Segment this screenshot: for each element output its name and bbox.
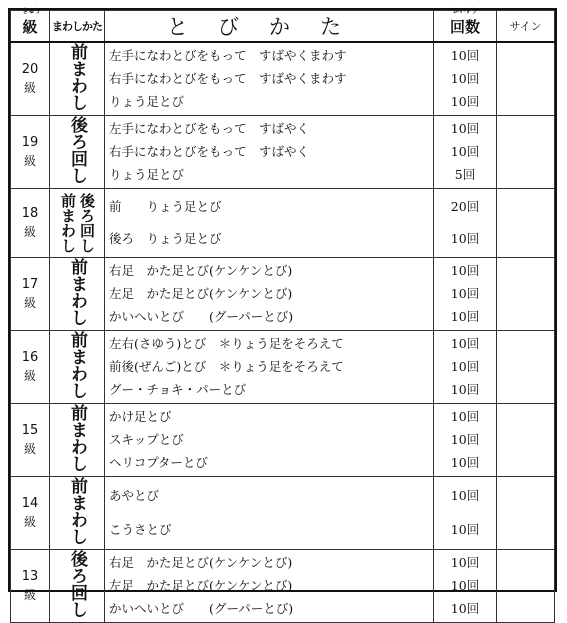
jump-move: 左足 かた足とび(ケンケンとび) [109, 285, 293, 301]
grade-number: 15 [21, 423, 39, 438]
grade-number: 17 [21, 277, 39, 292]
jump-moves-cell [105, 42, 434, 116]
jump-move: りょう足とび [109, 93, 185, 109]
grade-number: 16 [21, 350, 39, 365]
repetition-count: 10回 [450, 488, 480, 503]
signature-box[interactable] [497, 331, 555, 404]
jump-move: ヘリコプターとび [109, 454, 208, 470]
repetition-count: 10回 [450, 336, 480, 352]
repetition-count: 10回 [450, 231, 480, 246]
turn-style-forward: 前まわし [59, 193, 77, 253]
grade-unit: 級 [23, 154, 36, 168]
turn-style: 前まわし [67, 331, 87, 399]
count-cell [434, 550, 497, 623]
count-cell [434, 404, 497, 477]
repetition-count: 10回 [450, 409, 480, 425]
jump-move: 右手になわとびをもって すばやく [109, 143, 310, 159]
signature-box[interactable] [497, 550, 555, 623]
jump-rope-grade-sheet [8, 7, 557, 618]
grade-row [11, 477, 555, 550]
grade-row [11, 258, 555, 331]
turn-style-cell [50, 189, 105, 258]
header-count-label: 回数 [449, 17, 480, 36]
count-cell [434, 477, 497, 550]
jump-moves-cell [105, 116, 434, 189]
jump-move: 前 りょう足とび [109, 199, 222, 214]
header-grade-label: 級 [22, 17, 38, 36]
header-count-ruby: かいすう [452, 7, 477, 15]
repetition-count: 10回 [450, 121, 480, 137]
grade-cell [11, 258, 50, 331]
header-count [434, 7, 497, 43]
turn-style: 後ろ回し [67, 116, 87, 184]
jump-move: 左足 かた足とび(ケンケンとび) [109, 577, 293, 593]
repetition-count: 10回 [450, 577, 480, 593]
signature-box[interactable] [497, 258, 555, 331]
grade-number: 18 [21, 206, 39, 221]
grade-unit: 級 [23, 81, 36, 95]
signature-box[interactable] [497, 42, 555, 116]
grade-row [11, 331, 555, 404]
jump-moves-cell [105, 189, 434, 258]
jump-move: りょう足とび [109, 166, 185, 182]
jump-move: 前後(ぜんご)とび ＊りょう足をそろえて [109, 358, 344, 374]
turn-style: 前まわし [67, 258, 87, 326]
repetition-count: 10回 [450, 600, 480, 616]
grade-cell [11, 477, 50, 550]
repetition-count: 10回 [450, 48, 480, 64]
turn-style: 前まわし [67, 43, 87, 111]
grade-row [11, 42, 555, 116]
turn-style-cell [50, 477, 105, 550]
grade-unit: 級 [23, 588, 36, 602]
turn-style: 前まわし [67, 404, 87, 472]
repetition-count: 10回 [450, 555, 480, 571]
repetition-count: 10回 [450, 431, 480, 447]
signature-box[interactable] [497, 404, 555, 477]
grade-row [11, 189, 555, 258]
jump-move: 右足 かた足とび(ケンケンとび) [109, 263, 293, 279]
header-how: とびかた [105, 11, 434, 43]
signature-box[interactable] [497, 116, 555, 189]
repetition-count: 10回 [450, 143, 480, 159]
signature-box[interactable] [497, 189, 555, 258]
repetition-count: 10回 [450, 454, 480, 470]
repetition-count: 10回 [450, 285, 480, 301]
jump-move: グー・チョキ・パーとび [109, 381, 247, 397]
count-cell [434, 116, 497, 189]
jump-move: 後ろ りょう足とび [109, 231, 222, 246]
jump-move: こうさとび [109, 522, 172, 537]
count-cell [434, 42, 497, 116]
jump-moves-cell [105, 404, 434, 477]
count-cell [434, 189, 497, 258]
grade-unit: 級 [23, 369, 36, 383]
signature-box[interactable] [497, 477, 555, 550]
jump-move: 右足 かた足とび(ケンケンとび) [109, 555, 293, 571]
repetition-count: 10回 [450, 381, 480, 397]
jump-moves-cell [105, 550, 434, 623]
header-sign: サイン [497, 11, 555, 43]
jump-move: 右手になわとびをもって すばやくまわす [109, 70, 347, 86]
jump-move: 左右(さゆう)とび ＊りょう足をそろえて [109, 336, 344, 352]
jump-move: 左手になわとびをもって すばやくまわす [109, 48, 347, 64]
repetition-count: 10回 [450, 308, 480, 324]
repetition-count: 20回 [450, 199, 480, 214]
grade-cell [11, 189, 50, 258]
turn-style: 前まわし [67, 477, 87, 545]
header-grade [11, 7, 50, 43]
turn-style-cell [50, 258, 105, 331]
repetition-count: 10回 [450, 263, 480, 279]
turn-style-cell [50, 116, 105, 189]
grade-number: 19 [21, 135, 39, 150]
grade-cell [11, 404, 50, 477]
grade-unit: 級 [23, 442, 36, 456]
turn-style-cell [50, 331, 105, 404]
jump-moves-cell [105, 477, 434, 550]
grade-number: 20 [21, 62, 39, 77]
grade-rows [11, 42, 555, 623]
jump-moves-cell [105, 258, 434, 331]
jump-move: かけ足とび [109, 409, 172, 425]
grade-unit: 級 [23, 296, 36, 310]
grade-row [11, 116, 555, 189]
grade-cell [11, 550, 50, 623]
jump-move: 左手になわとびをもって すばやく [109, 121, 310, 137]
header-row [11, 11, 555, 43]
grade-row [11, 550, 555, 623]
jump-move: スキップとび [109, 431, 184, 447]
grade-unit: 級 [23, 515, 36, 529]
jump-move: かいへいとび (グーパーとび) [109, 308, 294, 324]
turn-style-cell [50, 42, 105, 116]
grade-number: 14 [21, 496, 39, 511]
turn-style-cell [50, 550, 105, 623]
turn-style-cell [50, 404, 105, 477]
repetition-count: 10回 [450, 93, 480, 109]
count-cell [434, 331, 497, 404]
grade-number: 13 [21, 569, 39, 584]
header-grade-ruby: きゅう [22, 7, 41, 15]
jump-move: あやとび [109, 488, 160, 503]
repetition-count: 10回 [450, 70, 480, 86]
grade-cell [11, 116, 50, 189]
repetition-count: 5回 [454, 166, 476, 182]
grade-table [10, 7, 555, 623]
grade-unit: 級 [23, 225, 36, 239]
header-turn: まわしかた [50, 11, 105, 43]
grade-cell [11, 331, 50, 404]
grade-row [11, 404, 555, 477]
jump-moves-cell [105, 331, 434, 404]
grade-cell [11, 42, 50, 116]
count-cell [434, 258, 497, 331]
jump-move: かいへいとび (グーパーとび) [109, 600, 294, 616]
repetition-count: 10回 [450, 358, 480, 374]
turn-style-backward: 後ろ回し [78, 193, 96, 253]
turn-style: 後ろ回し [67, 550, 87, 618]
repetition-count: 10回 [450, 522, 480, 537]
